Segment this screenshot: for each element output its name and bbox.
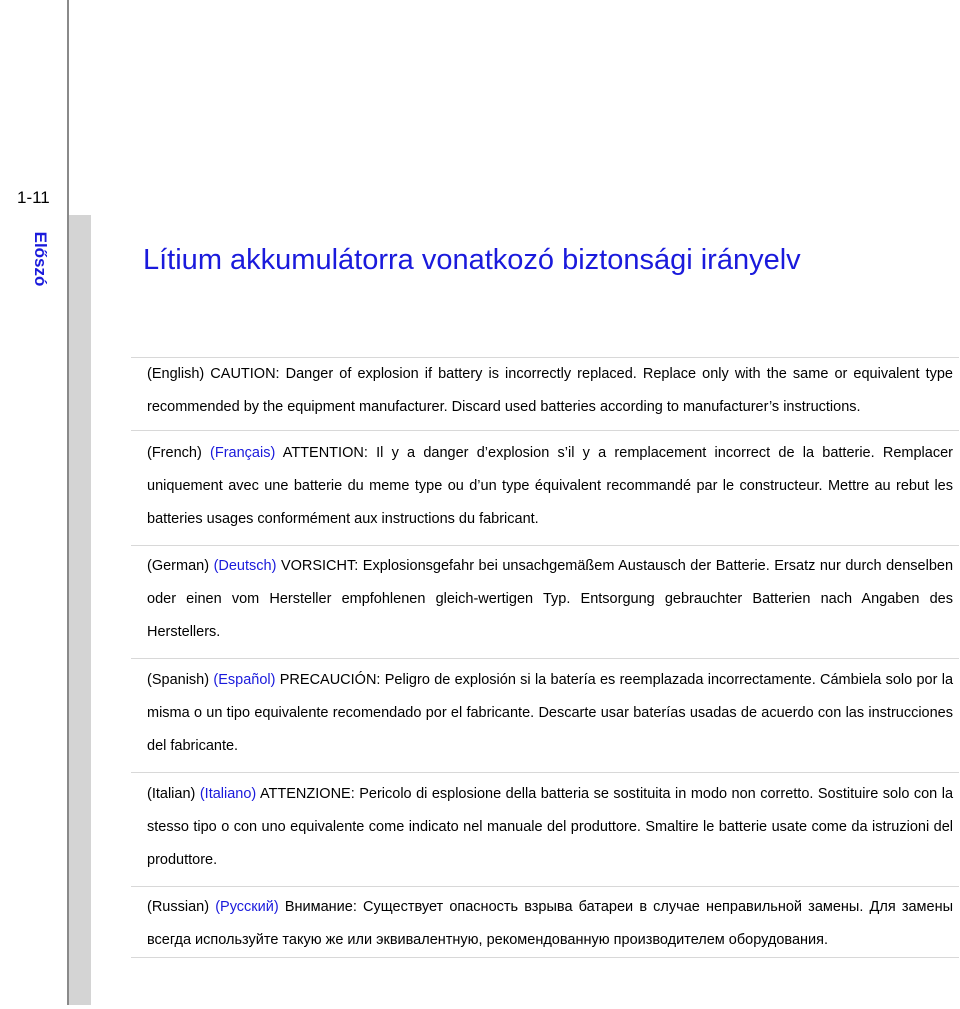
warning-paragraph <box>131 891 959 957</box>
page-number: 1-11 <box>17 188 50 207</box>
language-label: (French) <box>147 445 202 461</box>
native-language-label: (Français) <box>210 445 276 461</box>
warning-paragraph <box>131 550 959 649</box>
warning-block-italian <box>131 778 959 887</box>
warning-block-german <box>131 550 959 659</box>
language-label: (Spanish) <box>147 672 210 688</box>
page-title: Lítium akkumulátorra vonatkozó biztonsági irányelv <box>143 244 801 276</box>
warning-text: ATTENTION: Il y a danger d’explosion s’il y a remplacement incorrect de la batterie. Remplacer uniquement avec une batterie du meme type ou d’un type équivalent recommandé par le constructeur. Mettre au rebut les batteries usages conformément aux instructions du fabricant. <box>147 445 953 527</box>
warning-paragraph <box>131 437 959 536</box>
warning-paragraph <box>131 358 959 424</box>
language-label: (German) <box>147 558 210 574</box>
warning-text: PRECAUCIÓN: Peligro de explosión si la batería es reemplazada incorrectamente. Cámbiela solo por la misma o un tipo equivalente recomendado por el fabricante. Descarte usar baterías usadas de acuerdo con las instrucciones del fabricante. <box>147 672 954 754</box>
language-label: (English) <box>147 366 205 382</box>
language-label: (Italian) <box>147 786 196 802</box>
warning-block-french <box>131 437 959 546</box>
section-tab <box>20 224 60 294</box>
warning-block-russian <box>131 891 959 958</box>
warning-paragraph <box>131 664 959 763</box>
warning-text: Внимание: Существует опасность взрыва батареи в случае неправильной замены. Для замены всегда используйте такую же или эквивалентную, рекомендованную производителем оборудования. <box>147 899 954 948</box>
section-tab-label: Előszó <box>31 231 50 287</box>
warning-block-spanish <box>131 664 959 773</box>
warning-paragraph <box>131 778 959 877</box>
margin-shade-bar <box>69 215 91 1005</box>
native-language-label: (Español) <box>213 672 276 688</box>
warning-text: VORSICHT: Explosionsgefahr bei unsachgemäßem Austausch der Batterie. Ersatz nur durch denselben oder einen vom Hersteller empfohlenen gleich-wertigen Typ. Entsorgung gebrauchter Batterien nach Angaben des Herstellers. <box>147 558 954 640</box>
warning-text: ATTENZIONE: Pericolo di esplosione della batteria se sostituita in modo non corretto. Sostituire solo con la stesso tipo o con uno equivalente come indicato nel manuale del produttore. Smaltire le batterie usate come da istruzioni del produttore. <box>147 786 954 868</box>
warning-text: CAUTION: Danger of explosion if battery is incorrectly replaced. Replace only with the same or equivalent type recommended by the equipment manufacturer. Discard used batteries according to manufacturer’s instructions. <box>147 366 953 415</box>
native-language-label: (Italiano) <box>199 786 257 802</box>
native-language-label: (Deutsch) <box>213 558 277 574</box>
language-label: (Russian) <box>147 899 210 915</box>
native-language-label: (Русский) <box>215 899 279 915</box>
warning-block-english <box>131 357 959 431</box>
